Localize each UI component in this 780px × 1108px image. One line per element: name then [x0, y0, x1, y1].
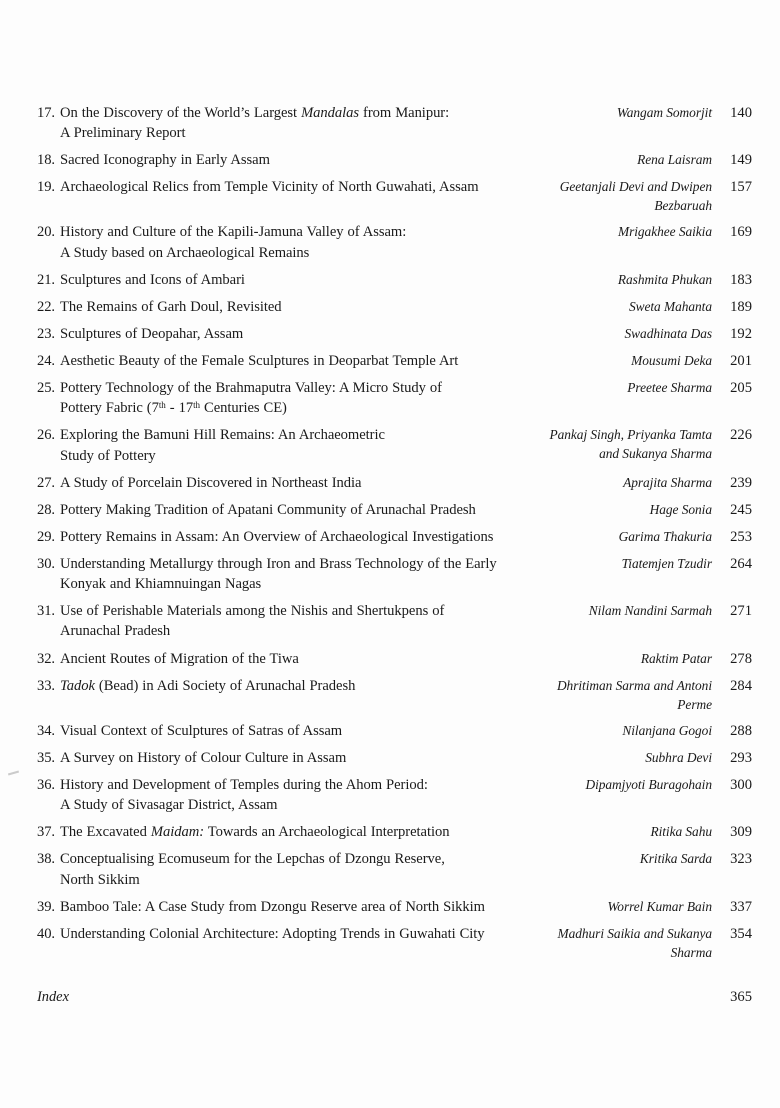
index-page-number[interactable]: 365: [730, 988, 752, 1005]
toc-entry-number: 27.: [37, 474, 55, 491]
toc-entry-page-number[interactable]: 271: [730, 603, 752, 620]
toc-entry-list: [37, 103, 752, 1006]
toc-entry[interactable]: [37, 775, 752, 815]
toc-entry-title[interactable]: On the Discovery of the World’s Largest Mandalas from Manipur: A Preliminary Report: [60, 105, 450, 142]
toc-entry-number: 19.: [37, 179, 55, 196]
toc-entry-title[interactable]: Pottery Remains in Assam: An Overview of Archaeological Investigations: [60, 528, 494, 545]
toc-entry-author: Swadhinata Das: [624, 325, 712, 341]
toc-entry-title[interactable]: History and Culture of the Kapili-Jamuna Valley of Assam: A Study based on Archaeological Remains: [60, 224, 407, 261]
toc-entry-title[interactable]: Pottery Technology of the Brahmaputra Valley: A Micro Study of Pottery Fabric (7th - 17th Centuries CE): [60, 380, 442, 417]
toc-entry-number: 20.: [37, 224, 55, 241]
toc-entry[interactable]: [37, 222, 752, 262]
toc-entry-author: Mrigakhee Saikia: [617, 224, 712, 240]
toc-entry-author: Mousumi Deka: [631, 353, 712, 369]
toc-entry[interactable]: [37, 473, 752, 493]
toc-entry-title[interactable]: History and Development of Temples during the Ahom Period: A Study of Sivasagar District, Assam: [60, 777, 428, 814]
toc-entry-page-number[interactable]: 157: [730, 179, 752, 196]
toc-entry-page-number[interactable]: 169: [730, 224, 752, 241]
toc-entry-page-number[interactable]: 189: [730, 298, 752, 315]
toc-entry-author: Tiatemjen Tzudir: [621, 556, 712, 572]
toc-entry-page-number[interactable]: 278: [730, 650, 752, 667]
toc-entry-page-number[interactable]: 337: [730, 898, 752, 915]
toc-entry-page-number[interactable]: 226: [730, 427, 752, 444]
scan-artifact-mark: [8, 771, 19, 776]
toc-entry-title[interactable]: Sculptures of Deopahar, Assam: [60, 325, 244, 342]
toc-entry[interactable]: [37, 150, 752, 170]
toc-entry-number: 32.: [37, 650, 55, 667]
toc-entry-author: Wangam Somorjit: [616, 105, 712, 120]
toc-entry-page-number[interactable]: 201: [730, 353, 752, 370]
toc-entry-author: Dhritiman Sarma and Antoni Perme: [556, 677, 712, 712]
toc-entry-number: 33.: [37, 677, 55, 694]
toc-entry-title[interactable]: Exploring the Bamuni Hill Remains: An Archaeometric Study of Pottery: [60, 427, 385, 464]
index-label: Index: [37, 988, 69, 1005]
toc-entry-number: 30.: [37, 556, 55, 573]
toc-entry-author: Subhra Devi: [645, 749, 712, 765]
toc-entry-author: Madhuri Saikia and Sukanya Sharma: [557, 925, 712, 960]
toc-entry-number: 28.: [37, 501, 55, 518]
toc-entry-number: 18.: [37, 152, 55, 169]
toc-entry-author: Ritika Sahu: [650, 824, 712, 840]
toc-entry-author: Aprajita Sharma: [623, 474, 712, 490]
toc-entry-number: 23.: [37, 325, 55, 342]
index-row[interactable]: [37, 989, 752, 1006]
toc-entry-number: 26.: [37, 427, 55, 444]
toc-entry[interactable]: [37, 500, 752, 520]
toc-entry-author: Geetanjali Devi and Dwipen Bezbaruah: [559, 179, 712, 214]
toc-entry-number: 24.: [37, 353, 55, 370]
toc-entry-page-number[interactable]: 253: [730, 528, 752, 545]
toc-entry-author: Preetee Sharma: [627, 380, 712, 396]
toc-entry[interactable]: [37, 924, 752, 962]
toc-entry-number: 40.: [37, 925, 55, 942]
toc-entry[interactable]: [37, 748, 752, 768]
toc-entry[interactable]: [37, 527, 752, 547]
toc-entry-author: Hage Sonia: [649, 501, 712, 517]
toc-entry-page-number[interactable]: 284: [730, 677, 752, 694]
toc-entry-page-number[interactable]: 239: [730, 474, 752, 491]
toc-entry-number: 31.: [37, 603, 55, 620]
toc-entry-page-number[interactable]: 183: [730, 271, 752, 288]
toc-entry-author: Sweta Mahanta: [628, 298, 712, 314]
toc-entry-title[interactable]: Conceptualising Ecomuseum for the Lepchas of Dzongu Reserve, North Sikkim: [60, 851, 445, 888]
toc-entry-page-number[interactable]: 323: [730, 851, 752, 868]
toc-entry-page-number[interactable]: 205: [730, 380, 752, 397]
toc-entry-author: Garima Thakuria: [618, 528, 712, 544]
toc-entry-author: Rashmita Phukan: [617, 271, 712, 287]
toc-entry[interactable]: [37, 351, 752, 371]
toc-entry-page-number[interactable]: 192: [730, 325, 752, 342]
toc-entry-title[interactable]: Sculptures and Icons of Ambari: [60, 271, 245, 288]
toc-entry-title[interactable]: Understanding Colonial Architecture: Adopting Trends in Guwahati City: [60, 925, 485, 942]
toc-entry-page-number[interactable]: 140: [730, 105, 752, 121]
toc-entry-number: 36.: [37, 777, 55, 793]
toc-entry-page-number[interactable]: 300: [730, 777, 752, 793]
toc-entry-page-number[interactable]: 149: [730, 152, 752, 169]
toc-entry-author: Kritika Sarda: [639, 851, 712, 867]
toc-entry-author: Raktim Patar: [640, 650, 712, 666]
toc-entry-number: 37.: [37, 824, 55, 841]
toc-entry-number: 21.: [37, 271, 55, 288]
toc-entry-title[interactable]: Understanding Metallurgy through Iron and Brass Technology of the Early Konyak and Khiamnuingan Nagas: [60, 556, 497, 593]
toc-entry-author: Pankaj Singh, Priyanka Tamta and Sukanya Sharma: [549, 427, 712, 462]
toc-entry[interactable]: [37, 649, 752, 669]
toc-entry[interactable]: [37, 897, 752, 917]
toc-entry[interactable]: [37, 601, 752, 641]
toc-entry-number: 34.: [37, 722, 55, 739]
toc-entry[interactable]: [37, 324, 752, 344]
toc-entry[interactable]: [37, 378, 752, 418]
toc-entry-page-number[interactable]: 264: [730, 556, 752, 573]
toc-entry-author: Rena Laisram: [637, 152, 712, 168]
toc-entry-title[interactable]: The Excavated Maidam: Towards an Archaeological Interpretation: [60, 824, 450, 841]
toc-entry-number: 35.: [37, 749, 55, 766]
toc-entry[interactable]: [37, 849, 752, 889]
toc-entry[interactable]: [37, 425, 752, 465]
toc-entry-number: 38.: [37, 851, 55, 868]
toc-entry-title[interactable]: Aesthetic Beauty of the Female Sculptures in Deoparbat Temple Art: [60, 353, 459, 370]
toc-entry-title[interactable]: A Survey on History of Colour Culture in Assam: [60, 749, 347, 766]
toc-entry-title[interactable]: Ancient Routes of Migration of the Tiwa: [60, 650, 299, 667]
toc-entry-title[interactable]: Sacred Iconography in Early Assam: [60, 152, 270, 169]
toc-entry-number: 29.: [37, 528, 55, 545]
toc-entry-number: 22.: [37, 298, 55, 315]
toc-entry[interactable]: [37, 297, 752, 317]
toc-entry-number: 39.: [37, 898, 55, 915]
toc-entry-author: Dipamjyoti Buragohain: [585, 777, 712, 792]
toc-entry-author: Nilam Nandini Sarmah: [588, 603, 712, 619]
toc-entry-title[interactable]: Use of Perishable Materials among the Nishis and Shertukpens of Arunachal Pradesh: [60, 603, 445, 640]
toc-entry-number: 25.: [37, 380, 55, 397]
toc-entry[interactable]: [37, 721, 752, 741]
toc-entry-title[interactable]: A Study of Porcelain Discovered in Northeast India: [60, 474, 362, 491]
toc-entry-title[interactable]: Bamboo Tale: A Case Study from Dzongu Reserve area of North Sikkim: [60, 898, 485, 915]
toc-entry-title[interactable]: The Remains of Garh Doul, Revisited: [60, 298, 282, 315]
toc-entry-title[interactable]: Archaeological Relics from Temple Vicinity of North Guwahati, Assam: [60, 179, 479, 196]
toc-entry[interactable]: [37, 554, 752, 594]
toc-entry-page-number[interactable]: 354: [730, 925, 752, 942]
toc-entry[interactable]: [37, 177, 752, 215]
toc-entry[interactable]: [37, 270, 752, 290]
toc-entry-page-number[interactable]: 293: [730, 749, 752, 766]
toc-entry-number: 17.: [37, 105, 55, 121]
toc-entry-title[interactable]: Pottery Making Tradition of Apatani Community of Arunachal Pradesh: [60, 501, 476, 518]
toc-entry-page-number[interactable]: 309: [730, 824, 752, 841]
toc-entry-title[interactable]: Visual Context of Sculptures of Satras of Assam: [60, 722, 343, 739]
toc-entry-author: Nilanjana Gogoi: [622, 722, 712, 738]
toc-entry-page-number[interactable]: 288: [730, 722, 752, 739]
toc-entry-author: Worrel Kumar Bain: [607, 898, 712, 914]
toc-entry-page-number[interactable]: 245: [730, 501, 752, 518]
toc-entry-title[interactable]: Tadok (Bead) in Adi Society of Arunachal Pradesh: [60, 677, 356, 694]
toc-entry[interactable]: [37, 676, 752, 714]
toc-entry[interactable]: [37, 103, 752, 143]
toc-entry[interactable]: [37, 822, 752, 842]
